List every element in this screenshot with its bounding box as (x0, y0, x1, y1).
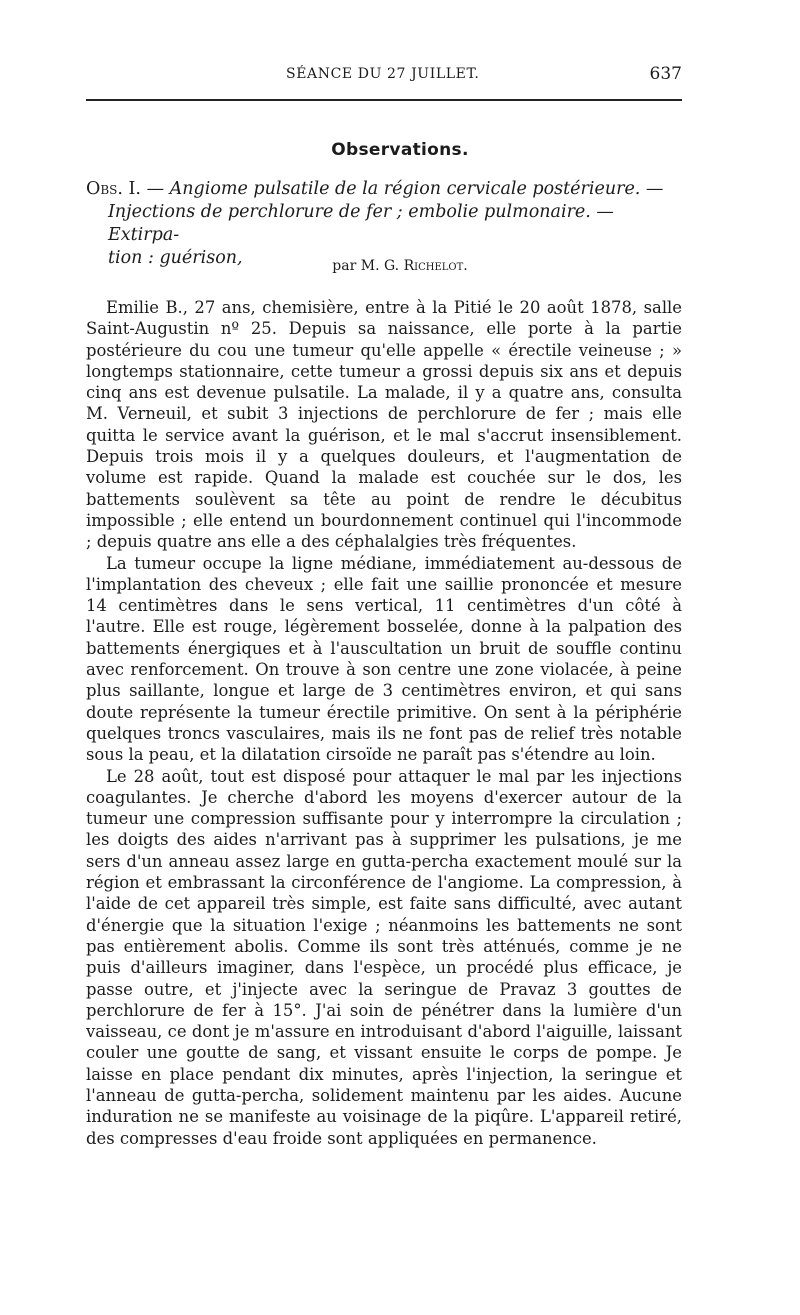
body-text (86, 297, 682, 1149)
page-number: 637 (649, 64, 682, 84)
paragraph-3: Le 28 août, tout est disposé pour attaquer le mal par les injections coagulantes. Je cherche d'abord les moyens d'exercer autour de la tumeur une compression suffisante pour y interrompre la circulation ; les doigts des aides n'arrivant pas à supprimer les pulsations, je me sers d'un anneau assez large en gutta-percha exactement moulé sur la région et embrassant la circonférence de l'angiome. La compression, à l'aide de cet appareil très simple, est faite sans difficulté, avec autant d'énergie que la situation l'exige ; néanmoins les battements ne sont pas entièrement abolis. Comme ils sont très atténués, comme je ne puis d'ailleurs imaginer, dans l'espèce, un procédé plus efficace, je passe outre, et j'injecte avec la seringue de Pravaz 3 gouttes de perchlorure de fer à 15°. J'ai soin de pénétrer dans la lumière d'un vaisseau, ce dont je m'assure en introduisant d'abord l'aiguille, laissant couler une goutte de sang, et vissant ensuite le corps de pompe. Je laisse en place pendant dix minutes, après l'injection, la seringue et l'anneau de gutta-percha, solidement maintenu par les aides. Aucune induration ne se manifeste au voisinage de la piqûre. L'appareil retiré, des compresses d'eau froide sont appliquées en permanence. (86, 766, 682, 1148)
observation-title-line2: Injections de perchlorure de fer ; embolie pulmonaire. — Extirpa- (108, 202, 614, 245)
observation-label: Obs. I. (86, 179, 141, 199)
author-line (0, 258, 800, 274)
header-rule (86, 99, 682, 101)
paragraph-1: Emilie B., 27 ans, chemisière, entre à la Pitié le 20 août 1878, salle Saint-Augustin nº 25. Depuis sa naissance, elle porte à la partie postérieure du cou une tumeur qu'elle appelle « érectile veineuse ; » longtemps stationnaire, cette tumeur a grossi depuis six ans et depuis cinq ans est devenue pulsatile. La malade, il y a quatre ans, consulta M. Verneuil, et subit 3 injections de perchlorure de fer ; mais elle quitta le service avant la guérison, et le mal s'accrut insensiblement. Depuis trois mois il y a quelques douleurs, et l'augmentation de volume est rapide. Quand la malade est couchée sur le dos, les battements soulèvent sa tête au point de rendre le décubitus impossible ; elle entend un bourdonnement continuel qui l'incommode ; depuis quatre ans elle a des céphalalgies très fréquentes. (86, 298, 682, 552)
running-title: SÉANCE DU 27 JUILLET. (286, 66, 480, 82)
running-header (86, 62, 682, 86)
observation-title-line1: — Angiome pulsatile de la région cervicale postérieure. — (146, 179, 664, 199)
observation-title-line3: tion : guérison, (108, 248, 243, 268)
author-prefix: par M. G. (332, 258, 400, 274)
section-title: Observations. (331, 140, 469, 160)
paragraph-2: La tumeur occupe la ligne médiane, immédiatement au-dessous de l'implantation des cheveux ; elle fait une saillie prononcée et mesure 14 centimètres dans le sens vertical, 11 centimètres d'un côté à l'autre. Elle est rouge, légèrement bosselée, donne à la palpation des battements énergiques et à l'auscultation un bruit de souffle continu avec renforcement. On trouve à son centre une zone violacée, à peine plus saillante, longue et large de 3 centimètres environ, et qui sans doute représente la tumeur érectile primitive. On sent à la périphérie quelques troncs vasculaires, mais ils ne font pas de relief très notable sous la peau, et la dilatation cirsoïde ne paraît pas s'étendre au loin. (86, 553, 682, 765)
author-name: Richelot. (403, 258, 468, 274)
observation-heading (86, 178, 682, 270)
